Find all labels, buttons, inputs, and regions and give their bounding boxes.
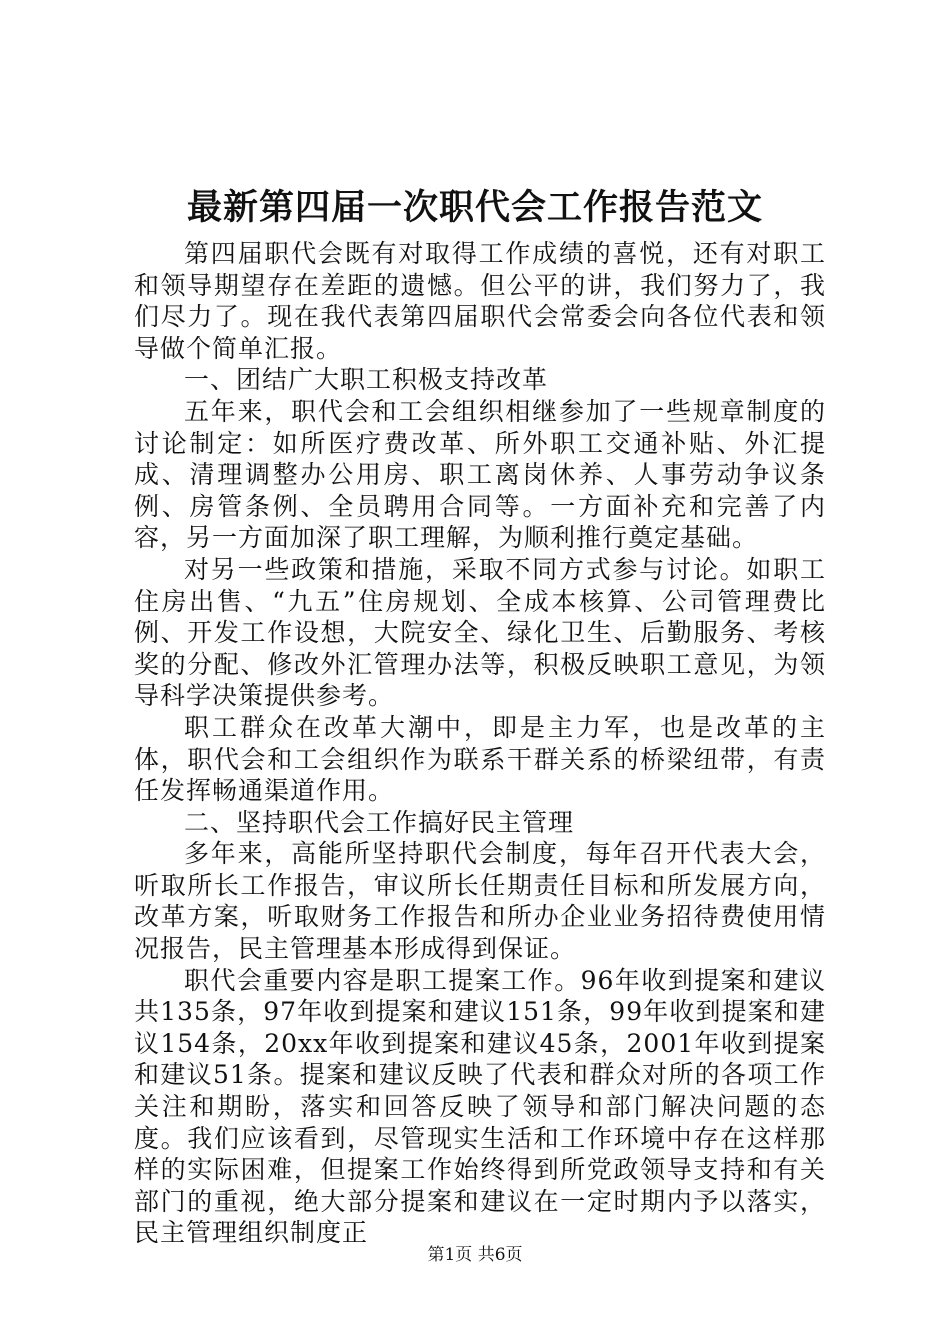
section-heading-2: 二、坚持职代会工作搞好民主管理	[184, 807, 575, 837]
page-number-footer: 第1页 共6页	[427, 1245, 523, 1265]
paragraph-body: 职工群众在改革大潮中，即是主力军，也是改革的主体，职代会和工会组织作为联系干群关系的桥梁纽带，有责任发挥畅通渠道作用。	[134, 712, 826, 806]
paragraph-intro: 第四届职代会既有对取得工作成绩的喜悦，还有对职工和领导期望存在差距的遗憾。但公平的讲，我们努力了，我们尽力了。现在我代表第四届职代会常委会向各位代表和领导做个简单汇报。	[134, 239, 826, 363]
paragraph-body: 多年来，高能所坚持职代会制度，每年召开代表大会，听取所长工作报告，审议所长任期责任目标和所发展方向，改革方案，听取财务工作报告和所办企业业务招待费使用情况报告，民主管理基本形成得到保证。	[134, 839, 826, 964]
paragraph-body: 职代会重要内容是职工提案工作。96年收到提案和建议共135条，97年收到提案和建议151条，99年收到提案和建议154条，20xx年收到提案和建议45条，2001年收到提案和建议51条。提案和建议反映了代表和群众对所的各项工作关注和期盼，落实和回答反映了领导和部门解决问题的态度。我们应该看到，尽管现实生活和工作环境中存在这样那样的实际困难，但提案工作始终得到所党政领导支持和有关部门的重视，绝大部分提案和建议在一定时期内予以落实，民主管理组织制度正	[134, 965, 826, 1248]
paragraph-body: 五年来，职代会和工会组织相继参加了一些规章制度的讨论制定：如所医疗费改革、所外职工交通补贴、外汇提成、清理调整办公用房、职工离岗休养、人事劳动争议条例、房管条例、全员聘用合同等。一方面补充和完善了内容，另一方面加深了职工理解，为顺利推行奠定基础。	[134, 396, 826, 553]
document-body	[134, 238, 826, 1249]
document-title: 最新第四届一次职代会工作报告范文	[186, 187, 763, 228]
section-heading-1: 一、团结广大职工积极支持改革	[184, 365, 549, 395]
paragraph-body: 对另一些政策和措施，采取不同方式参与讨论。如职工住房出售、“九五”住房规划、全成本核算、公司管理费比例、开发工作设想，大院安全、绿化卫生、后勤服务、考核奖的分配、修改外汇管理办法等，积极反映职工意见，为领导科学决策提供参考。	[134, 554, 826, 711]
